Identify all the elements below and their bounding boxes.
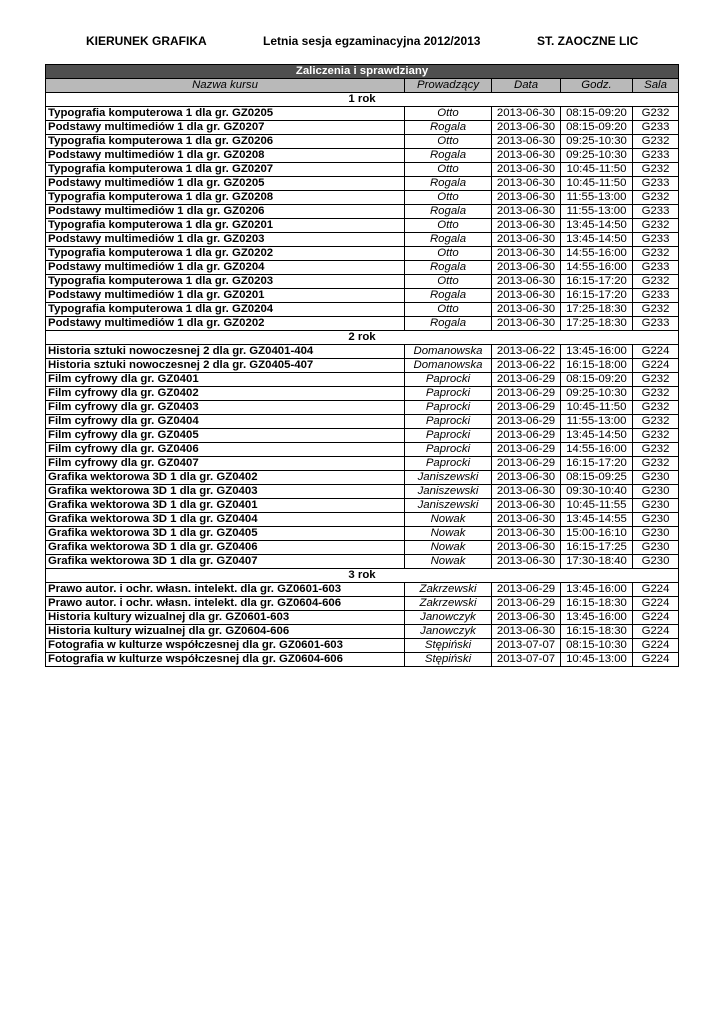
exam-date: 2013-06-30	[492, 247, 561, 261]
instructor: Stępiński	[405, 653, 492, 667]
room: G224	[633, 653, 679, 667]
exam-time: 10:45-11:50	[561, 163, 633, 177]
table-row	[46, 471, 679, 485]
table-row	[46, 289, 679, 303]
exam-time: 16:15-17:25	[561, 541, 633, 555]
col-header-date: Data	[492, 79, 561, 93]
table-row	[46, 219, 679, 233]
exam-time: 08:15-09:20	[561, 373, 633, 387]
instructor: Domanowska	[405, 359, 492, 373]
room: G232	[633, 135, 679, 149]
course-name: Typografia komputerowa 1 dla gr. GZ0206	[46, 135, 405, 149]
course-name: Typografia komputerowa 1 dla gr. GZ0205	[46, 107, 405, 121]
table-row	[46, 513, 679, 527]
exam-time: 16:15-18:30	[561, 625, 633, 639]
table-row	[46, 121, 679, 135]
instructor: Paprocki	[405, 373, 492, 387]
table-row	[46, 149, 679, 163]
year-section-row	[46, 93, 679, 107]
course-name: Grafika wektorowa 3D 1 dla gr. GZ0406	[46, 541, 405, 555]
exam-date: 2013-06-30	[492, 191, 561, 205]
course-name: Film cyfrowy dla gr. GZ0403	[46, 401, 405, 415]
exam-time: 13:45-14:50	[561, 429, 633, 443]
instructor: Rogala	[405, 177, 492, 191]
exam-time: 17:25-18:30	[561, 303, 633, 317]
exam-date: 2013-06-29	[492, 415, 561, 429]
table-row	[46, 163, 679, 177]
exam-time: 13:45-16:00	[561, 583, 633, 597]
exam-time: 08:15-10:30	[561, 639, 633, 653]
exam-date: 2013-06-30	[492, 485, 561, 499]
exam-time: 17:30-18:40	[561, 555, 633, 569]
exam-date: 2013-06-30	[492, 625, 561, 639]
course-name: Typografia komputerowa 1 dla gr. GZ0207	[46, 163, 405, 177]
instructor: Rogala	[405, 317, 492, 331]
schedule-body	[46, 65, 679, 667]
instructor: Janowczyk	[405, 625, 492, 639]
room: G233	[633, 261, 679, 275]
exam-time: 11:55-13:00	[561, 415, 633, 429]
exam-time: 13:45-16:00	[561, 611, 633, 625]
table-row	[46, 457, 679, 471]
room: G233	[633, 149, 679, 163]
instructor: Rogala	[405, 289, 492, 303]
instructor: Paprocki	[405, 443, 492, 457]
exam-time: 15:00-16:10	[561, 527, 633, 541]
exam-time: 16:15-17:20	[561, 275, 633, 289]
table-row	[46, 443, 679, 457]
table-row	[46, 401, 679, 415]
table-row	[46, 415, 679, 429]
exam-time: 08:15-09:20	[561, 121, 633, 135]
exam-date: 2013-06-30	[492, 527, 561, 541]
instructor: Paprocki	[405, 457, 492, 471]
course-name: Prawo autor. i ochr. własn. intelekt. dla gr. GZ0604-606	[46, 597, 405, 611]
exam-date: 2013-06-22	[492, 359, 561, 373]
col-header-course: Nazwa kursu	[46, 79, 405, 93]
table-row	[46, 205, 679, 219]
table-row	[46, 625, 679, 639]
instructor: Otto	[405, 107, 492, 121]
instructor: Zakrzewski	[405, 597, 492, 611]
instructor: Otto	[405, 275, 492, 289]
room: G224	[633, 625, 679, 639]
instructor: Rogala	[405, 121, 492, 135]
course-name: Grafika wektorowa 3D 1 dla gr. GZ0405	[46, 527, 405, 541]
exam-date: 2013-06-30	[492, 499, 561, 513]
table-row	[46, 527, 679, 541]
exam-schedule-table	[45, 64, 679, 667]
course-name: Historia sztuki nowoczesnej 2 dla gr. GZ0405-407	[46, 359, 405, 373]
exam-time: 08:15-09:20	[561, 107, 633, 121]
course-name: Fotografia w kulturze współczesnej dla gr. GZ0601-603	[46, 639, 405, 653]
course-name: Podstawy multimediów 1 dla gr. GZ0207	[46, 121, 405, 135]
course-name: Fotografia w kulturze współczesnej dla gr. GZ0604-606	[46, 653, 405, 667]
table-row	[46, 177, 679, 191]
instructor: Otto	[405, 219, 492, 233]
exam-date: 2013-06-30	[492, 261, 561, 275]
document-header	[0, 34, 724, 50]
exam-time: 10:45-11:55	[561, 499, 633, 513]
table-row	[46, 275, 679, 289]
year-section-label: 2 rok	[46, 331, 679, 345]
room: G224	[633, 345, 679, 359]
course-name: Grafika wektorowa 3D 1 dla gr. GZ0407	[46, 555, 405, 569]
exam-date: 2013-06-30	[492, 275, 561, 289]
instructor: Zakrzewski	[405, 583, 492, 597]
instructor: Janowczyk	[405, 611, 492, 625]
exam-time: 09:25-10:30	[561, 135, 633, 149]
course-name: Historia kultury wizualnej dla gr. GZ0604-606	[46, 625, 405, 639]
table-row	[46, 359, 679, 373]
table-row	[46, 485, 679, 499]
table-row	[46, 583, 679, 597]
course-name: Grafika wektorowa 3D 1 dla gr. GZ0404	[46, 513, 405, 527]
exam-time: 09:30-10:40	[561, 485, 633, 499]
room: G224	[633, 583, 679, 597]
exam-date: 2013-06-30	[492, 163, 561, 177]
exam-time: 11:55-13:00	[561, 191, 633, 205]
room: G233	[633, 121, 679, 135]
instructor: Rogala	[405, 233, 492, 247]
instructor: Nowak	[405, 555, 492, 569]
table-row	[46, 429, 679, 443]
course-name: Podstawy multimediów 1 dla gr. GZ0203	[46, 233, 405, 247]
exam-date: 2013-06-29	[492, 597, 561, 611]
room: G232	[633, 415, 679, 429]
course-name: Film cyfrowy dla gr. GZ0401	[46, 373, 405, 387]
exam-time: 13:45-14:50	[561, 233, 633, 247]
course-name: Podstawy multimediów 1 dla gr. GZ0204	[46, 261, 405, 275]
exam-date: 2013-06-22	[492, 345, 561, 359]
room: G224	[633, 597, 679, 611]
room: G232	[633, 401, 679, 415]
room: G232	[633, 163, 679, 177]
course-name: Film cyfrowy dla gr. GZ0402	[46, 387, 405, 401]
exam-time: 09:25-10:30	[561, 387, 633, 401]
exam-date: 2013-06-29	[492, 457, 561, 471]
exam-date: 2013-06-30	[492, 541, 561, 555]
exam-time: 16:15-17:20	[561, 289, 633, 303]
instructor: Rogala	[405, 149, 492, 163]
table-row	[46, 345, 679, 359]
col-header-room: Sala	[633, 79, 679, 93]
exam-date: 2013-06-30	[492, 471, 561, 485]
exam-time: 17:25-18:30	[561, 317, 633, 331]
course-name: Podstawy multimediów 1 dla gr. GZ0206	[46, 205, 405, 219]
exam-time: 11:55-13:00	[561, 205, 633, 219]
instructor: Nowak	[405, 527, 492, 541]
table-row	[46, 653, 679, 667]
exam-date: 2013-06-29	[492, 373, 561, 387]
room: G230	[633, 471, 679, 485]
course-name: Film cyfrowy dla gr. GZ0406	[46, 443, 405, 457]
table-row	[46, 541, 679, 555]
table-title: Zaliczenia i sprawdziany	[46, 65, 679, 79]
course-name: Podstawy multimediów 1 dla gr. GZ0208	[46, 149, 405, 163]
table-row	[46, 373, 679, 387]
instructor: Domanowska	[405, 345, 492, 359]
exam-time: 09:25-10:30	[561, 149, 633, 163]
instructor: Rogala	[405, 205, 492, 219]
year-section-row	[46, 569, 679, 583]
exam-date: 2013-06-30	[492, 177, 561, 191]
course-name: Grafika wektorowa 3D 1 dla gr. GZ0402	[46, 471, 405, 485]
course-name: Grafika wektorowa 3D 1 dla gr. GZ0403	[46, 485, 405, 499]
year-section-label: 1 rok	[46, 93, 679, 107]
course-name: Typografia komputerowa 1 dla gr. GZ0201	[46, 219, 405, 233]
table-row	[46, 639, 679, 653]
instructor: Paprocki	[405, 429, 492, 443]
room: G232	[633, 373, 679, 387]
room: G232	[633, 191, 679, 205]
table-title-row	[46, 65, 679, 79]
exam-time: 10:45-13:00	[561, 653, 633, 667]
exam-date: 2013-06-29	[492, 387, 561, 401]
table-row	[46, 247, 679, 261]
course-name: Podstawy multimediów 1 dla gr. GZ0202	[46, 317, 405, 331]
instructor: Otto	[405, 303, 492, 317]
table-row	[46, 499, 679, 513]
exam-time: 16:15-18:00	[561, 359, 633, 373]
room: G232	[633, 443, 679, 457]
table-row	[46, 233, 679, 247]
room: G224	[633, 359, 679, 373]
instructor: Paprocki	[405, 387, 492, 401]
course-name: Historia kultury wizualnej dla gr. GZ0601-603	[46, 611, 405, 625]
course-name: Film cyfrowy dla gr. GZ0404	[46, 415, 405, 429]
exam-date: 2013-06-30	[492, 303, 561, 317]
table-row	[46, 555, 679, 569]
course-name: Podstawy multimediów 1 dla gr. GZ0205	[46, 177, 405, 191]
exam-date: 2013-06-30	[492, 205, 561, 219]
room: G230	[633, 485, 679, 499]
instructor: Otto	[405, 247, 492, 261]
room: G233	[633, 233, 679, 247]
room: G224	[633, 639, 679, 653]
instructor: Nowak	[405, 541, 492, 555]
exam-date: 2013-06-30	[492, 555, 561, 569]
room: G224	[633, 611, 679, 625]
exam-date: 2013-06-29	[492, 583, 561, 597]
room: G230	[633, 527, 679, 541]
table-row	[46, 261, 679, 275]
room: G233	[633, 317, 679, 331]
col-header-time: Godz.	[561, 79, 633, 93]
exam-date: 2013-06-29	[492, 401, 561, 415]
exam-time: 14:55-16:00	[561, 247, 633, 261]
instructor: Nowak	[405, 513, 492, 527]
exam-time: 13:45-14:55	[561, 513, 633, 527]
exam-date: 2013-06-30	[492, 513, 561, 527]
room: G230	[633, 513, 679, 527]
course-name: Typografia komputerowa 1 dla gr. GZ0208	[46, 191, 405, 205]
exam-date: 2013-07-07	[492, 653, 561, 667]
exam-date: 2013-06-29	[492, 429, 561, 443]
course-name: Historia sztuki nowoczesnej 2 dla gr. GZ0401-404	[46, 345, 405, 359]
room: G232	[633, 303, 679, 317]
exam-date: 2013-06-30	[492, 121, 561, 135]
room: G230	[633, 499, 679, 513]
exam-time: 16:15-18:30	[561, 597, 633, 611]
exam-date: 2013-06-30	[492, 219, 561, 233]
year-section-row	[46, 331, 679, 345]
exam-date: 2013-06-30	[492, 135, 561, 149]
course-name: Typografia komputerowa 1 dla gr. GZ0202	[46, 247, 405, 261]
instructor: Stępiński	[405, 639, 492, 653]
instructor: Paprocki	[405, 401, 492, 415]
room: G232	[633, 275, 679, 289]
room: G230	[633, 541, 679, 555]
table-row	[46, 597, 679, 611]
course-name: Film cyfrowy dla gr. GZ0407	[46, 457, 405, 471]
exam-date: 2013-06-29	[492, 443, 561, 457]
col-header-instructor: Prowadzący	[405, 79, 492, 93]
table-row	[46, 387, 679, 401]
exam-date: 2013-07-07	[492, 639, 561, 653]
course-name: Grafika wektorowa 3D 1 dla gr. GZ0401	[46, 499, 405, 513]
table-row	[46, 191, 679, 205]
instructor: Rogala	[405, 261, 492, 275]
exam-time: 08:15-09:25	[561, 471, 633, 485]
exam-time: 13:45-16:00	[561, 345, 633, 359]
instructor: Janiszewski	[405, 499, 492, 513]
exam-time: 10:45-11:50	[561, 177, 633, 191]
exam-date: 2013-06-30	[492, 317, 561, 331]
room: G230	[633, 555, 679, 569]
instructor: Otto	[405, 163, 492, 177]
instructor: Otto	[405, 191, 492, 205]
table-row	[46, 303, 679, 317]
exam-time: 14:55-16:00	[561, 443, 633, 457]
room: G232	[633, 457, 679, 471]
year-section-label: 3 rok	[46, 569, 679, 583]
instructor: Otto	[405, 135, 492, 149]
exam-time: 13:45-14:50	[561, 219, 633, 233]
exam-date: 2013-06-30	[492, 289, 561, 303]
room: G232	[633, 387, 679, 401]
table-row	[46, 611, 679, 625]
table-row	[46, 135, 679, 149]
exam-time: 10:45-11:50	[561, 401, 633, 415]
exam-date: 2013-06-30	[492, 107, 561, 121]
room: G232	[633, 247, 679, 261]
instructor: Paprocki	[405, 415, 492, 429]
room: G232	[633, 107, 679, 121]
exam-date: 2013-06-30	[492, 233, 561, 247]
exam-date: 2013-06-30	[492, 149, 561, 163]
course-name: Podstawy multimediów 1 dla gr. GZ0201	[46, 289, 405, 303]
room: G233	[633, 205, 679, 219]
room: G232	[633, 219, 679, 233]
room: G233	[633, 289, 679, 303]
course-name: Film cyfrowy dla gr. GZ0405	[46, 429, 405, 443]
column-header-row	[46, 79, 679, 93]
instructor: Janiszewski	[405, 471, 492, 485]
room: G233	[633, 177, 679, 191]
course-name: Prawo autor. i ochr. własn. intelekt. dla gr. GZ0601-603	[46, 583, 405, 597]
room: G232	[633, 429, 679, 443]
program-name: KIERUNEK GRAFIKA	[86, 34, 207, 48]
table-row	[46, 107, 679, 121]
table-row	[46, 317, 679, 331]
instructor: Janiszewski	[405, 485, 492, 499]
course-name: Typografia komputerowa 1 dla gr. GZ0204	[46, 303, 405, 317]
session-title: Letnia sesja egzaminacyjna 2012/2013	[263, 34, 481, 48]
course-name: Typografia komputerowa 1 dla gr. GZ0203	[46, 275, 405, 289]
study-mode: ST. ZAOCZNE LIC	[537, 34, 639, 48]
exam-date: 2013-06-30	[492, 611, 561, 625]
exam-time: 14:55-16:00	[561, 261, 633, 275]
exam-time: 16:15-17:20	[561, 457, 633, 471]
